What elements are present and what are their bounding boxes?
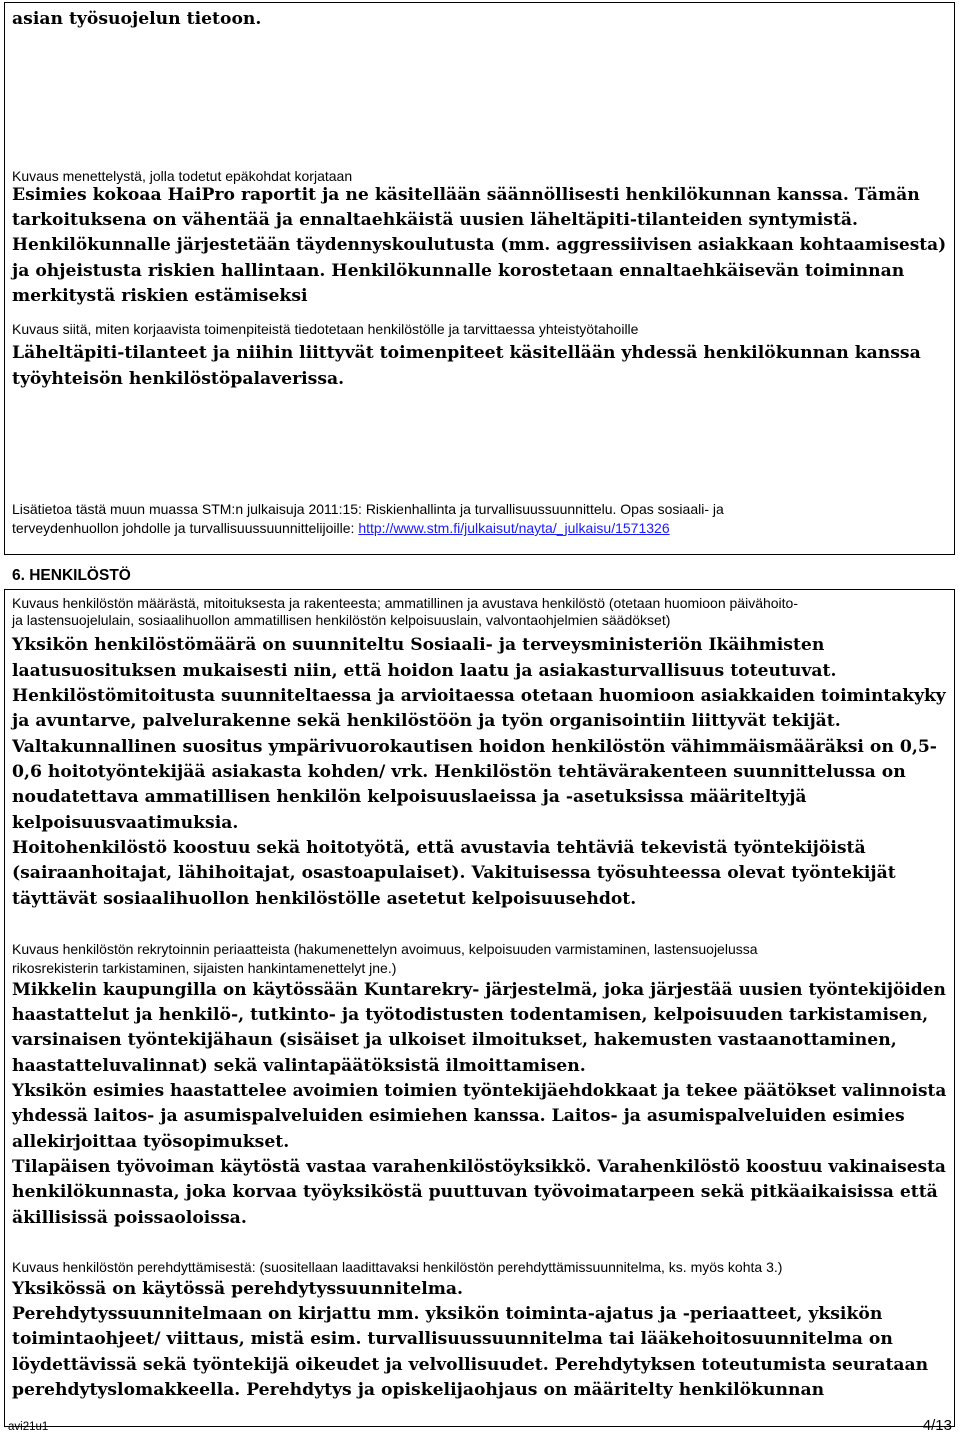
- description-label-corrections: Kuvaus menettelystä, jolla todetut epäkohdat korjataan: [12, 168, 353, 184]
- paragraph-line: toimintaohjeet/ viittaus, mistä esim. turvallisuussuunnitelma tai lääkehoitosuunnitelma on: [12, 1329, 893, 1349]
- description-label-staff-amount: Kuvaus henkilöstön määrästä, mitoituksesta ja rakenteesta; ammatillinen ja avustava henkilöstö (otetaan huomioon päivähoito-: [12, 595, 798, 611]
- paragraph-line: Mikkelin kaupungilla on käytössään Kuntarekry- järjestelmä, joka järjestää uusien työntekijöiden: [12, 980, 946, 1000]
- document-code: avi21u1: [8, 1421, 49, 1433]
- paragraph-line: Perehdytyssuunnitelmaan on kirjattu mm. yksikön toiminta-ajatus ja -periaatteet, yksikön: [12, 1304, 883, 1324]
- paragraph-line: haastattelut ja henkilö-, tutkinto- ja työtodistusten todentamisen, kelpoisuuden tarkistamisen,: [12, 1005, 929, 1025]
- description-label-orientation: Kuvaus henkilöstön perehdyttämisestä: (suositellaan laadittavaksi henkilöstön perehdyttämissuunnitelma, ks. myös kohta 3.): [12, 1259, 783, 1275]
- description-label-recruitment-2: rikosrekisterin tarkistaminen, sijaisten hankintamenettelyt jne.): [12, 960, 397, 976]
- more-info-line: Lisätietoa tästä muun muassa STM:n julkaisuja 2011:15: Riskienhallinta ja turvallisuussuunnittelu. Opas sosiaali- ja: [12, 501, 724, 517]
- paragraph-line: Yksikön henkilöstömäärä on suunniteltu Sosiaali- ja terveysministeriön Ikäihmisten: [12, 635, 825, 655]
- description-label-recruitment: Kuvaus henkilöstön rekrytoinnin periaatteista (hakumenettelyn avoimuus, kelpoisuuden varmistaminen, lastensuojelussa: [12, 941, 758, 957]
- paragraph-line: yhdessä laitos- ja asumispalveluiden esimiehen kanssa. Laitos- ja asumispalveluiden esimies: [12, 1106, 905, 1126]
- paragraph-line: tarkoituksena on vähentää ja ennaltaehkäistä uusien läheltäpiti-tilanteiden syntymistä.: [12, 210, 859, 230]
- more-info-line-2: [12, 521, 670, 535]
- page-number: 4/13: [922, 1417, 952, 1434]
- paragraph-line: allekirjoittaa työsopimukset.: [12, 1132, 290, 1152]
- paragraph-line: (sairaanhoitajat, lähihoitajat, osastoapulaiset). Vakituisessa työsuhteessa olevat työntekijät: [12, 863, 896, 883]
- paragraph-line: ja ohjeistusta riskien hallintaan. Henkilökunnalle korostetaan ennaltaehkäisevän toiminnan: [12, 261, 905, 281]
- paragraph-line: 0,6 hoitotyöntekijää asiakasta kohden/ vrk. Henkilöstön tehtävärakenteen suunnittelussa on: [12, 762, 906, 782]
- paragraph-line: Läheltäpiti-tilanteet ja niihin liittyvät toimenpiteet käsitellään yhdessä henkilökunnan kanssa: [12, 343, 921, 363]
- paragraph-line: työyhteisön henkilöstöpalaverissa.: [12, 369, 345, 389]
- paragraph-line: Valtakunnallinen suositus ympärivuorokautisen hoidon henkilöstön vähimmäismääräksi on 0,5-: [12, 737, 937, 757]
- paragraph-line: varsinaisen työntekijähaun (sisäiset ja ulkoiset ilmoitukset, hakemusten vastaanottaminen,: [12, 1030, 897, 1050]
- description-label-staff-amount-2: ja lastensuojelulain, sosiaalihuollon ammatillisen henkilöstön kelpoisuuslain, valvontaohjelmien säädökset): [12, 612, 671, 628]
- paragraph-line: laatusuosituksen mukaisesti niin, että hoidon laatu ja asiakasturvallisuus toteutuvat.: [12, 661, 837, 681]
- more-info-text: terveydenhuollon johdolle ja turvallisuussuunnittelijoille:: [12, 520, 359, 536]
- paragraph-line: Tilapäisen työvoiman käytöstä vastaa varahenkilöstöyksikkö. Varahenkilöstö koostuu vakinaisesta: [12, 1157, 946, 1177]
- paragraph-line: haastatteluvalinnat) sekä valintapäätöksistä ilmoittamisen.: [12, 1056, 586, 1076]
- paragraph-line: Henkilöstömitoitusta suunniteltaessa ja arvioitaessa otetaan huomioon asiakkaiden toimintakyky: [12, 686, 946, 706]
- paragraph-line: perehdytyslomakkeella. Perehdytys ja opiskelijaohjaus on määritelty henkilökunnan: [12, 1380, 825, 1400]
- paragraph-line: täyttävät sosiaalihuollon henkilöstölle asetetut kelpoisuusehdot.: [12, 889, 637, 909]
- continued-text-line: asian työsuojelun tietoon.: [12, 9, 262, 29]
- paragraph-line: merkitystä riskien estämiseksi: [12, 286, 308, 306]
- section-heading-henkilosto: 6. HENKILÖSTÖ: [12, 567, 131, 584]
- paragraph-line: ja avuntarve, palvelurakenne sekä henkilöstöön ja työn organisointiin liittyvät tekijät.: [12, 711, 841, 731]
- paragraph-line: äkillisissä poissaoloissa.: [12, 1208, 247, 1228]
- paragraph-line: Henkilökunnalle järjestetään täydennyskoulutusta (mm. aggressiivisen asiakkaan kohtaamisesta): [12, 235, 947, 255]
- paragraph-line: Esimies kokoaa HaiPro raportit ja ne käsitellään säännöllisesti henkilökunnan kanssa. Tämän: [12, 185, 920, 205]
- paragraph-line: löydettävissä sekä työntekijä oikeudet ja velvollisuudet. Perehdytyksen toteutumista seurataan: [12, 1355, 929, 1375]
- paragraph-line: Yksikössä on käytössä perehdytyssuunnitelma.: [12, 1279, 464, 1299]
- paragraph-line: noudatettava ammatillisen henkilön kelpoisuuslaeissa ja -asetuksissa määriteltyjä: [12, 787, 807, 807]
- paragraph-line: henkilökunnasta, joka korvaa työyksiköstä puuttuvan työvoimatarpeen sekä pitkäaikaisissa että: [12, 1182, 938, 1202]
- paragraph-line: Hoitohenkilöstö koostuu sekä hoitotyötä, että avustavia tehtäviä tekevistä työntekijöistä: [12, 838, 866, 858]
- description-label-informing: Kuvaus siitä, miten korjaavista toimenpiteistä tiedotetaan henkilöstölle ja tarvittaessa yhteistyötahoille: [12, 321, 639, 337]
- stm-publication-link[interactable]: http://www.stm.fi/julkaisut/nayta/_julkaisu/1571326: [358, 520, 670, 536]
- paragraph-line: Yksikön esimies haastattelee avoimien toimien työntekijäehdokkaat ja tekee päätökset valinnoista: [12, 1081, 947, 1101]
- paragraph-line: kelpoisuusvaatimuksia.: [12, 813, 239, 833]
